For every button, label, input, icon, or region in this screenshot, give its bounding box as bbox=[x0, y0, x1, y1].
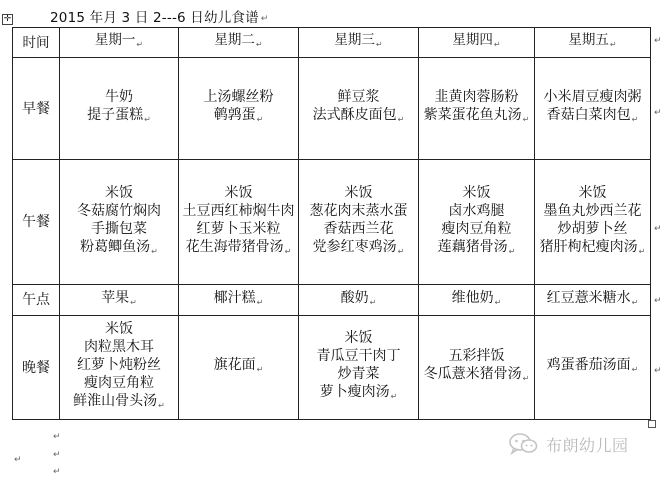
dish-name: 瘦肉豆角粒 bbox=[441, 220, 512, 237]
menu-cell-snack-thursday bbox=[419, 285, 535, 316]
menu-cell-dinner-friday bbox=[535, 316, 651, 420]
paragraph-mark-icon: ↵ bbox=[256, 115, 264, 124]
dish-line bbox=[63, 289, 175, 312]
menu-cell-dinner-thursday bbox=[419, 316, 535, 420]
dish-name: 鸡蛋番茄汤面 bbox=[546, 357, 631, 373]
dish-line bbox=[302, 289, 415, 312]
dish-name: 炒青菜 bbox=[337, 366, 380, 382]
dish-line bbox=[422, 289, 531, 312]
paragraph-mark-icon: ↵ bbox=[260, 14, 269, 24]
dish-name: 旗花面 bbox=[213, 357, 256, 373]
dish-line bbox=[422, 347, 531, 365]
paragraph-mark-icon: ↵ bbox=[508, 246, 516, 256]
dish-line bbox=[63, 338, 175, 356]
dish-name: 椰汁糕 bbox=[213, 289, 256, 306]
menu-cell-breakfast-tuesday bbox=[179, 58, 299, 160]
paragraph-mark-icon: ↵ bbox=[256, 365, 264, 374]
menu-cell-lunch-monday bbox=[60, 160, 179, 285]
menu-cell-breakfast-monday bbox=[60, 58, 179, 160]
day-header-monday: 星期一$_↵$ bbox=[60, 28, 179, 58]
dish-line bbox=[538, 220, 647, 238]
paragraph-mark-icon: ↵ bbox=[130, 297, 137, 307]
meal-label-breakfast: 早餐 bbox=[13, 58, 60, 160]
dish-line bbox=[302, 106, 415, 129]
paragraph-mark-icon: ↵ bbox=[654, 296, 662, 306]
dish-name: 手撕包菜 bbox=[91, 220, 147, 237]
meal-row-lunch bbox=[13, 160, 651, 285]
dish-line bbox=[63, 106, 175, 129]
weekly-menu-table bbox=[12, 27, 651, 420]
paragraph-mark-icon: ↵ bbox=[609, 40, 617, 49]
dish-line bbox=[422, 238, 531, 261]
menu-title-text: 2015 年月 3 日 2---6 日幼儿食谱 bbox=[50, 10, 259, 26]
table-resize-handle[interactable] bbox=[648, 420, 656, 428]
dish-line bbox=[182, 184, 295, 202]
dish-name: 苹果 bbox=[101, 289, 130, 306]
menu-cell-lunch-wednesday bbox=[299, 160, 419, 285]
paragraph-mark-icon: ↵ bbox=[631, 115, 639, 124]
dish-line bbox=[63, 392, 175, 415]
menu-cell-breakfast-wednesday bbox=[299, 58, 419, 160]
day-header-tuesday: 星期二$_↵$ bbox=[179, 28, 299, 58]
dish-name: 红豆薏米糖水 bbox=[546, 289, 631, 306]
dish-name: 红萝卜玉米粒 bbox=[196, 220, 281, 237]
dish-name: 葱花肉末蒸水蛋 bbox=[309, 202, 408, 219]
paragraph-mark-icon: ↵ bbox=[654, 108, 662, 118]
dish-line bbox=[63, 374, 175, 392]
dish-line bbox=[538, 289, 647, 312]
dish-line bbox=[302, 220, 415, 238]
menu-cell-snack-friday bbox=[535, 285, 651, 316]
dish-name: 瘦肉豆角粒 bbox=[84, 375, 154, 391]
dish-name: 冬瓜薏米猪骨汤 bbox=[423, 366, 522, 382]
menu-cell-dinner-monday bbox=[60, 316, 179, 420]
day-header-thursday: 星期四$_↵$ bbox=[419, 28, 535, 58]
dish-name: 酸奶 bbox=[340, 289, 369, 306]
paragraph-mark-icon: ↵ bbox=[654, 224, 662, 234]
dish-name: 米饭 bbox=[344, 184, 373, 201]
dish-name: 猪肝枸杞瘦肉汤 bbox=[539, 238, 638, 255]
paragraph-mark-icon: ↵ bbox=[136, 40, 144, 49]
dish-name: 肉粒黑木耳 bbox=[84, 339, 154, 355]
meal-row-breakfast bbox=[13, 58, 651, 160]
dish-name: 花生海带猪骨汤 bbox=[185, 238, 284, 255]
dish-name: 青瓜豆干肉丁 bbox=[316, 348, 401, 364]
dish-line bbox=[422, 365, 531, 388]
menu-cell-breakfast-friday bbox=[535, 58, 651, 160]
dish-name: 米饭 bbox=[578, 184, 607, 201]
paragraph-mark-icon: ↵ bbox=[144, 115, 151, 124]
dish-name: 党参红枣鸡汤 bbox=[312, 238, 397, 255]
dish-name: 香菇白菜肉包 bbox=[546, 107, 631, 123]
paragraph-mark-icon: ↵ bbox=[390, 392, 398, 401]
dish-line bbox=[422, 106, 531, 129]
paragraph-mark-icon: ↵ bbox=[397, 246, 405, 256]
dish-name: 鹌鹑蛋 bbox=[213, 107, 256, 123]
dish-name: 韭黄肉蓉肠粉 bbox=[434, 89, 519, 105]
paragraph-mark-icon: ↵ bbox=[256, 297, 264, 307]
dish-name: 卤水鸡腿 bbox=[448, 202, 505, 219]
dish-line bbox=[422, 88, 531, 106]
paragraph-mark-icon: ↵ bbox=[375, 40, 383, 49]
menu-cell-lunch-thursday bbox=[419, 160, 535, 285]
paragraph-mark-icon: ↵ bbox=[151, 246, 158, 256]
paragraph-mark-icon: ↵ bbox=[53, 432, 61, 442]
dish-line bbox=[182, 202, 295, 220]
meal-row-dinner bbox=[13, 316, 651, 420]
dish-name: 米饭 bbox=[344, 330, 373, 346]
dish-name: 五彩拌饭 bbox=[448, 348, 505, 364]
wechat-logo-icon bbox=[508, 432, 538, 456]
dish-line bbox=[422, 202, 531, 220]
meal-row-snack bbox=[13, 285, 651, 316]
paragraph-mark-icon: ↵ bbox=[255, 40, 263, 49]
paragraph-mark-icon: ↵ bbox=[631, 297, 639, 307]
dish-line bbox=[63, 184, 175, 202]
paragraph-mark-icon: ↵ bbox=[493, 40, 501, 49]
paragraph-mark-icon: ↵ bbox=[638, 246, 646, 256]
table-move-handle[interactable]: ✛ bbox=[3, 14, 12, 24]
dish-name: 红萝卜炖粉丝 bbox=[77, 357, 161, 373]
dish-line bbox=[182, 106, 295, 129]
meal-label-snack: 午点 bbox=[13, 285, 60, 316]
paragraph-mark-icon: ↵ bbox=[158, 401, 165, 410]
day-header-friday: 星期五$_↵$ bbox=[535, 28, 651, 58]
dish-name: 紫菜蛋花鱼丸汤 bbox=[423, 107, 522, 123]
menu-cell-breakfast-thursday bbox=[419, 58, 535, 160]
dish-line bbox=[302, 365, 415, 383]
dish-name: 鲜淮山骨头汤 bbox=[73, 393, 158, 409]
menu-cell-snack-monday bbox=[60, 285, 179, 316]
dish-name: 米饭 bbox=[224, 184, 253, 201]
menu-cell-dinner-wednesday bbox=[299, 316, 419, 420]
dish-name: 小米眉豆瘦肉粥 bbox=[543, 89, 642, 105]
dish-line bbox=[302, 184, 415, 202]
dish-line bbox=[63, 88, 175, 106]
paragraph-mark-icon: ↵ bbox=[631, 365, 639, 374]
dish-line bbox=[538, 238, 647, 261]
brand-watermark bbox=[508, 432, 629, 456]
dish-line bbox=[538, 88, 647, 106]
dish-line bbox=[422, 220, 531, 238]
dish-name: 米饭 bbox=[105, 184, 133, 201]
dish-line bbox=[302, 329, 415, 347]
paragraph-mark-icon: ↵ bbox=[369, 297, 377, 307]
dish-line bbox=[63, 356, 175, 374]
dish-name: 米饭 bbox=[462, 184, 491, 201]
dish-name: 提子蛋糕 bbox=[87, 107, 144, 123]
dish-line bbox=[182, 220, 295, 238]
dish-line bbox=[63, 320, 175, 338]
menu-cell-lunch-tuesday bbox=[179, 160, 299, 285]
dish-name: 鲜豆浆 bbox=[337, 89, 380, 105]
paragraph-mark-icon: ↵ bbox=[494, 297, 502, 307]
watermark-text: 布朗幼儿园 bbox=[546, 435, 629, 455]
dish-line bbox=[63, 238, 175, 261]
menu-cell-lunch-friday bbox=[535, 160, 651, 285]
dish-line bbox=[182, 88, 295, 106]
dish-line bbox=[302, 202, 415, 220]
dish-name: 香菇西兰花 bbox=[323, 220, 394, 237]
menu-table-body bbox=[13, 28, 651, 420]
dish-name: 冬菇腐竹焖肉 bbox=[77, 202, 161, 219]
dish-line bbox=[63, 220, 175, 238]
dish-line bbox=[538, 356, 647, 379]
table-header-row bbox=[13, 28, 651, 58]
dish-line bbox=[538, 184, 647, 202]
dish-name: 莲藕猪骨汤 bbox=[437, 238, 508, 255]
paragraph-mark-icon: ↵ bbox=[522, 115, 530, 124]
paragraph-mark-icon: ↵ bbox=[522, 374, 530, 383]
dish-name: 墨鱼丸炒西兰花 bbox=[543, 202, 642, 219]
dish-name: 上汤螺丝粉 bbox=[203, 89, 274, 105]
dish-name: 米饭 bbox=[105, 321, 133, 337]
dish-name: 法式酥皮面包 bbox=[312, 107, 397, 123]
paragraph-mark-icon: ↵ bbox=[397, 115, 405, 124]
day-header-wednesday: 星期三$_↵$ bbox=[299, 28, 419, 58]
paragraph-mark-icon: ↵ bbox=[53, 450, 61, 460]
dish-line bbox=[302, 88, 415, 106]
menu-title bbox=[50, 6, 269, 26]
meal-label-lunch: 午餐 bbox=[13, 160, 60, 285]
meal-label-dinner: 晚餐 bbox=[13, 316, 60, 420]
dish-name: 土豆西红柿焖牛肉 bbox=[182, 202, 295, 219]
paragraph-mark-icon: ↵ bbox=[14, 455, 22, 465]
dish-line bbox=[182, 356, 295, 379]
dish-line bbox=[302, 347, 415, 365]
menu-cell-snack-wednesday bbox=[299, 285, 419, 316]
paragraph-mark-icon: ↵ bbox=[654, 366, 662, 376]
time-column-header: 时间 bbox=[13, 28, 60, 58]
dish-line bbox=[302, 383, 415, 406]
dish-line bbox=[182, 289, 295, 312]
dish-line bbox=[302, 238, 415, 261]
dish-name: 炒胡萝卜丝 bbox=[557, 220, 628, 237]
paragraph-mark-icon: ↵ bbox=[53, 467, 61, 477]
dish-line bbox=[422, 184, 531, 202]
dish-name: 维他奶 bbox=[451, 289, 494, 306]
dish-line bbox=[63, 202, 175, 220]
menu-cell-dinner-tuesday bbox=[179, 316, 299, 420]
dish-line bbox=[538, 106, 647, 129]
dish-line bbox=[538, 202, 647, 220]
menu-cell-snack-tuesday bbox=[179, 285, 299, 316]
dish-line bbox=[182, 238, 295, 261]
dish-name: 萝卜瘦肉汤 bbox=[319, 384, 390, 400]
paragraph-mark-icon: ↵ bbox=[654, 36, 662, 46]
dish-name: 牛奶 bbox=[105, 89, 133, 105]
dish-name: 粉葛鲫鱼汤 bbox=[80, 238, 151, 255]
paragraph-mark-icon: ↵ bbox=[284, 246, 292, 256]
